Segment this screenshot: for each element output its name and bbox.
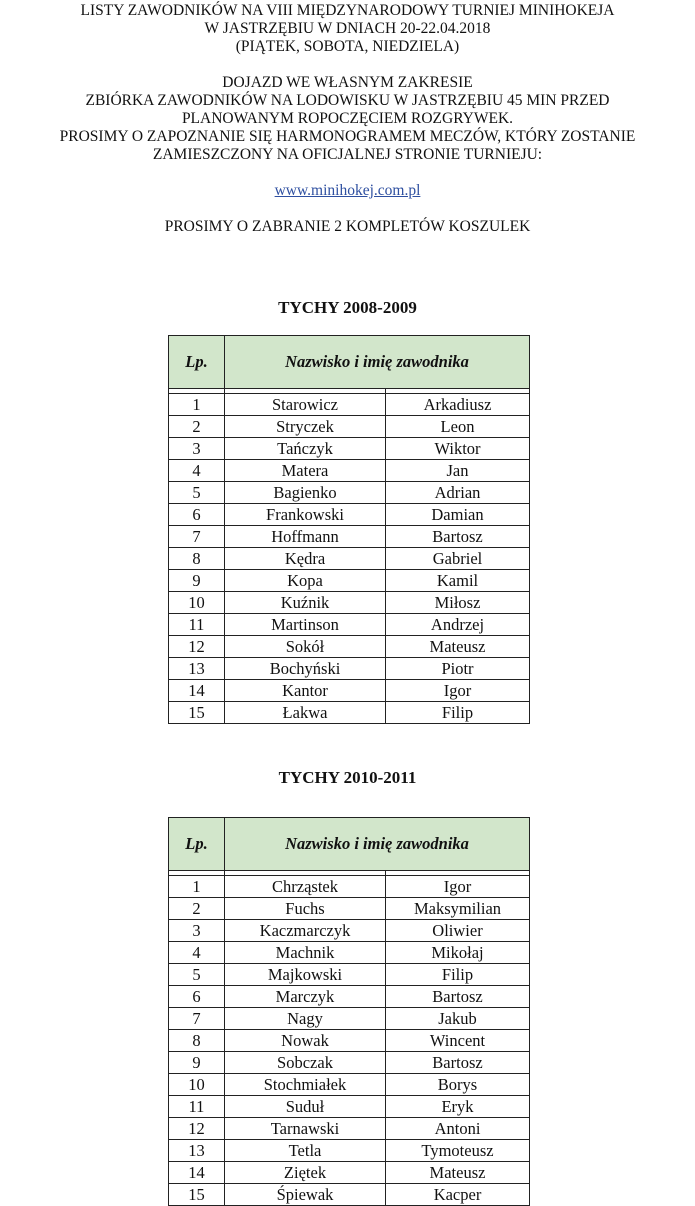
player-lp: 15 — [169, 702, 225, 724]
player-lp: 13 — [169, 1140, 225, 1162]
player-surname: Fuchs — [225, 898, 386, 920]
player-surname: Bochyński — [225, 658, 386, 680]
table-row — [169, 920, 530, 942]
table-row — [169, 526, 530, 548]
table-row — [169, 942, 530, 964]
intro-line: LISTY ZAWODNIKÓW NA VIII MIĘDZYNARODOWY TURNIEJ MINIHOKEJA — [80, 2, 615, 19]
table-row — [169, 548, 530, 570]
table-row — [169, 1074, 530, 1096]
table-row — [169, 394, 530, 416]
player-first-name: Piotr — [386, 658, 530, 680]
player-lp: 4 — [169, 460, 225, 482]
player-surname: Frankowski — [225, 504, 386, 526]
player-surname: Hoffmann — [225, 526, 386, 548]
player-lp: 15 — [169, 1184, 225, 1206]
intro-line: PROSIMY O ZAPOZNANIE SIĘ HARMONOGRAMEM MECZÓW, KTÓRY ZOSTANIE — [59, 128, 636, 145]
player-lp: 10 — [169, 1074, 225, 1096]
player-first-name: Maksymilian — [386, 898, 530, 920]
roster-table — [168, 335, 530, 724]
table-row — [169, 1162, 530, 1184]
player-surname: Kantor — [225, 680, 386, 702]
player-surname: Nowak — [225, 1030, 386, 1052]
player-surname: Marczyk — [225, 986, 386, 1008]
player-first-name: Arkadiusz — [386, 394, 530, 416]
name-header: Nazwisko i imię zawodnika — [225, 336, 530, 389]
player-first-name: Igor — [386, 680, 530, 702]
player-surname: Nagy — [225, 1008, 386, 1030]
name-header: Nazwisko i imię zawodnika — [225, 818, 530, 871]
player-surname: Śpiewak — [225, 1184, 386, 1206]
table-row — [169, 1052, 530, 1074]
player-lp: 12 — [169, 1118, 225, 1140]
table-row — [169, 680, 530, 702]
player-first-name: Miłosz — [386, 592, 530, 614]
player-lp: 12 — [169, 636, 225, 658]
player-lp: 3 — [169, 920, 225, 942]
player-first-name: Damian — [386, 504, 530, 526]
player-surname: Kopa — [225, 570, 386, 592]
intro-line: ZBIÓRKA ZAWODNIKÓW NA LODOWISKU W JASTRZĘBIU 45 MIN PRZED — [85, 92, 610, 109]
player-first-name: Bartosz — [386, 986, 530, 1008]
player-surname: Kaczmarczyk — [225, 920, 386, 942]
player-surname: Ziętek — [225, 1162, 386, 1184]
player-lp: 8 — [169, 548, 225, 570]
table-row — [169, 876, 530, 898]
table-row — [169, 1030, 530, 1052]
roster-table — [168, 817, 530, 1206]
player-lp: 14 — [169, 1162, 225, 1184]
table-row — [169, 438, 530, 460]
player-first-name: Gabriel — [386, 548, 530, 570]
table-row — [169, 636, 530, 658]
intro-line: ZAMIESZCZONY NA OFICJALNEJ STRONIE TURNIEJU: — [152, 146, 543, 163]
table-header-row — [169, 336, 530, 389]
player-lp: 11 — [169, 614, 225, 636]
table-row — [169, 1118, 530, 1140]
player-first-name: Tymoteusz — [386, 1140, 530, 1162]
table-row — [169, 1140, 530, 1162]
player-first-name: Kamil — [386, 570, 530, 592]
player-surname: Stryczek — [225, 416, 386, 438]
player-lp: 11 — [169, 1096, 225, 1118]
intro-line: DOJAZD WE WŁASNYM ZAKRESIE — [222, 74, 473, 91]
player-first-name: Andrzej — [386, 614, 530, 636]
jersey-note: PROSIMY O ZABRANIE 2 KOMPLETÓW KOSZULEK — [164, 218, 531, 235]
intro-line: W JASTRZĘBIU W DNIACH 20-22.04.2018 — [204, 20, 491, 37]
player-surname: Machnik — [225, 942, 386, 964]
player-lp: 3 — [169, 438, 225, 460]
team-title: TYCHY 2010-2011 — [278, 768, 417, 787]
player-lp: 2 — [169, 416, 225, 438]
player-first-name: Jan — [386, 460, 530, 482]
player-surname: Sobczak — [225, 1052, 386, 1074]
player-lp: 14 — [169, 680, 225, 702]
player-lp: 9 — [169, 570, 225, 592]
player-surname: Tańczyk — [225, 438, 386, 460]
player-first-name: Leon — [386, 416, 530, 438]
player-surname: Kędra — [225, 548, 386, 570]
table-row — [169, 504, 530, 526]
tournament-website-link[interactable]: www.minihokej.com.pl — [274, 182, 421, 199]
player-first-name: Filip — [386, 964, 530, 986]
table-row — [169, 1096, 530, 1118]
player-surname: Stochmiałek — [225, 1074, 386, 1096]
player-first-name: Antoni — [386, 1118, 530, 1140]
player-surname: Bagienko — [225, 482, 386, 504]
player-first-name: Wiktor — [386, 438, 530, 460]
player-surname: Chrząstek — [225, 876, 386, 898]
player-first-name: Adrian — [386, 482, 530, 504]
player-surname: Starowicz — [225, 394, 386, 416]
table-row — [169, 702, 530, 724]
player-surname: Tetla — [225, 1140, 386, 1162]
player-first-name: Bartosz — [386, 1052, 530, 1074]
table-row — [169, 416, 530, 438]
player-lp: 1 — [169, 876, 225, 898]
player-lp: 13 — [169, 658, 225, 680]
table-row — [169, 898, 530, 920]
player-lp: 6 — [169, 986, 225, 1008]
player-surname: Kuźnik — [225, 592, 386, 614]
player-surname: Matera — [225, 460, 386, 482]
table-row — [169, 1184, 530, 1206]
table-row — [169, 460, 530, 482]
lp-header: Lp. — [169, 336, 225, 389]
player-first-name: Igor — [386, 876, 530, 898]
player-lp: 6 — [169, 504, 225, 526]
table-header-row — [169, 818, 530, 871]
intro-line: PLANOWANYM ROPOCZĘCIEM ROZGRYWEK. — [181, 110, 514, 127]
player-first-name: Filip — [386, 702, 530, 724]
table-row — [169, 1008, 530, 1030]
player-surname: Martinson — [225, 614, 386, 636]
player-lp: 2 — [169, 898, 225, 920]
team-title: TYCHY 2008-2009 — [278, 298, 417, 317]
player-lp: 5 — [169, 482, 225, 504]
player-first-name: Jakub — [386, 1008, 530, 1030]
table-row — [169, 614, 530, 636]
player-first-name: Kacper — [386, 1184, 530, 1206]
player-first-name: Wincent — [386, 1030, 530, 1052]
table-row — [169, 964, 530, 986]
player-first-name: Eryk — [386, 1096, 530, 1118]
lp-header: Lp. — [169, 818, 225, 871]
player-surname: Majkowski — [225, 964, 386, 986]
player-surname: Sokół — [225, 636, 386, 658]
player-first-name: Borys — [386, 1074, 530, 1096]
player-lp: 1 — [169, 394, 225, 416]
player-surname: Tarnawski — [225, 1118, 386, 1140]
player-lp: 4 — [169, 942, 225, 964]
player-lp: 7 — [169, 526, 225, 548]
player-surname: Łakwa — [225, 702, 386, 724]
table-row — [169, 482, 530, 504]
player-lp: 10 — [169, 592, 225, 614]
table-row — [169, 592, 530, 614]
player-first-name: Mateusz — [386, 636, 530, 658]
player-lp: 9 — [169, 1052, 225, 1074]
table-row — [169, 658, 530, 680]
player-lp: 7 — [169, 1008, 225, 1030]
player-first-name: Bartosz — [386, 526, 530, 548]
player-lp: 5 — [169, 964, 225, 986]
player-first-name: Mikołaj — [386, 942, 530, 964]
player-lp: 8 — [169, 1030, 225, 1052]
player-first-name: Mateusz — [386, 1162, 530, 1184]
table-row — [169, 986, 530, 1008]
table-row — [169, 570, 530, 592]
intro-block — [0, 2, 695, 236]
player-surname: Suduł — [225, 1096, 386, 1118]
player-first-name: Oliwier — [386, 920, 530, 942]
intro-line: (PIĄTEK, SOBOTA, NIEDZIELA) — [235, 38, 460, 55]
